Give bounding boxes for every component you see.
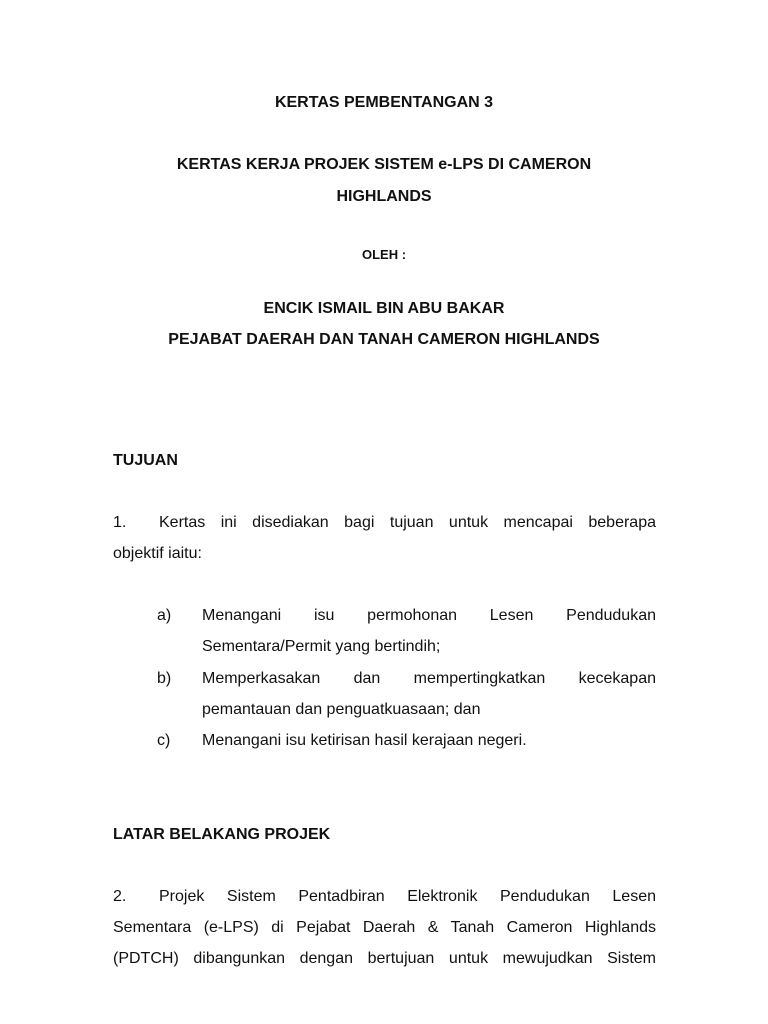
paragraph-1-number: 1. bbox=[113, 514, 127, 531]
paragraph-2-line-1 bbox=[113, 881, 656, 912]
paragraph-1-line-1 bbox=[113, 507, 656, 538]
section-heading-purpose: TUJUAN bbox=[113, 452, 178, 469]
list-item-b-line-2: pemantauan dan penguatkuasaan; dan bbox=[202, 701, 481, 718]
list-item-a-line-1: Menangani isu permohonan Lesen Pendudukan bbox=[202, 607, 656, 624]
by-label: OLEH : bbox=[361, 247, 407, 262]
list-item-c-line-1: Menangani isu ketirisan hasil kerajaan negeri. bbox=[202, 732, 527, 749]
section-heading-background: LATAR BELAKANG PROJEK bbox=[113, 826, 331, 843]
list-item-a-line-2: Sementara/Permit yang bertindih; bbox=[202, 638, 441, 655]
list-item-a bbox=[157, 600, 656, 662]
list-marker-c: c) bbox=[157, 732, 171, 749]
office-name: PEJABAT DAERAH DAN TANAH CAMERON HIGHLANDS bbox=[168, 331, 600, 348]
paragraph-2-text-2: Sementara (e-LPS) di Pejabat Daerah & Tanah Cameron Highlands bbox=[113, 919, 656, 936]
list-item-c bbox=[157, 725, 656, 756]
paragraph-1 bbox=[113, 507, 656, 569]
list-marker-b: b) bbox=[157, 670, 172, 687]
paragraph-2-text-1: Projek Sistem Pentadbiran Elektronik Pendudukan Lesen bbox=[159, 888, 656, 905]
title-line-1: KERTAS KERJA PROJEK SISTEM e-LPS DI CAMERON bbox=[176, 156, 592, 173]
list-item-b bbox=[157, 663, 656, 725]
paper-number: KERTAS PEMBENTANGAN 3 bbox=[274, 94, 494, 111]
list-item-b-line-1: Memperkasakan dan mempertingkatkan kecekapan bbox=[202, 670, 656, 687]
paragraph-2 bbox=[113, 881, 656, 974]
author-name: ENCIK ISMAIL BIN ABU BAKAR bbox=[263, 300, 505, 317]
paragraph-2-number: 2. bbox=[113, 888, 127, 905]
list-marker-a: a) bbox=[157, 607, 172, 624]
title-line-2: HIGHLANDS bbox=[336, 188, 432, 205]
paragraph-2-text-3: (PDTCH) dibangunkan dengan bertujuan untuk mewujudkan Sistem bbox=[113, 950, 656, 967]
paragraph-1-text-1: Kertas ini disediakan bagi tujuan untuk mencapai beberapa bbox=[159, 514, 656, 531]
paragraph-1-text-2: objektif iaitu: bbox=[113, 545, 202, 562]
